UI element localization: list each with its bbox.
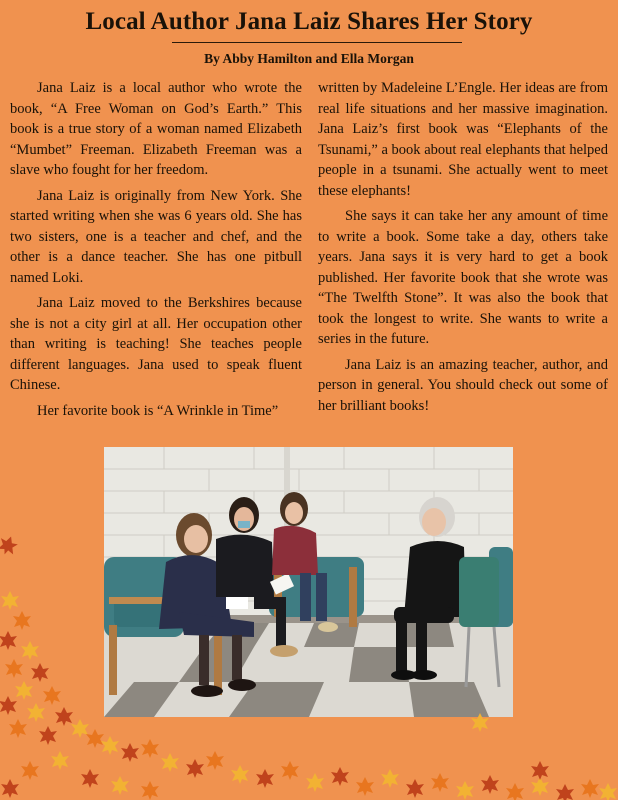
- paragraph: Jana Laiz is a local author who wrote the book, “A Free Woman on God’s Earth.” This book is a true story of a woman named Elizabeth “Mumbet” Freeman. Elizabeth Freeman was a slave who fought for her freedom.: [10, 80, 302, 178]
- article-column-right: [318, 78, 608, 417]
- paragraph: Jana Laiz is an amazing teacher, author, and person in general. You should check out some of her brilliant books!: [318, 356, 608, 414]
- paragraph: Her favorite book is “A Wrinkle in Time”: [37, 402, 279, 419]
- paragraph: Jana Laiz moved to the Berkshires because she is not a city girl at all. Her occupation other than writing is teaching! She teaches people different languages. Jana used to speak fluent Chinese.: [10, 295, 302, 393]
- title-divider: [172, 42, 462, 43]
- byline: By Abby Hamilton and Ella Morgan: [204, 51, 414, 66]
- paragraph: written by Madeleine L’Engle. Her ideas are from real life situations and her massive imagination. Jana Laiz’s first book was “Elephants of the Tsunami,” a book about real elephants that helped people in a tsunami. She actually went to meet these elephants!: [318, 80, 608, 199]
- article-column-left: [10, 78, 302, 422]
- paragraph: She says it can take her any amount of time to write a book. Some take a day, others take years. Jana says it is very hard to get a book published. Her favorite book that she wrote was “The Twelfth Stone”. It was also the book that took the longest to write. She wants to write a series in the future.: [318, 208, 608, 347]
- page-title: Local Author Jana Laiz Shares Her Story: [85, 8, 533, 35]
- paragraph: Jana Laiz is originally from New York. She started writing when she was 6 years old. She has two sisters, one is a teacher and chef, and the other is a dance teacher. She has one pitbull named Loki.: [10, 187, 302, 286]
- interview-photo: [104, 447, 513, 717]
